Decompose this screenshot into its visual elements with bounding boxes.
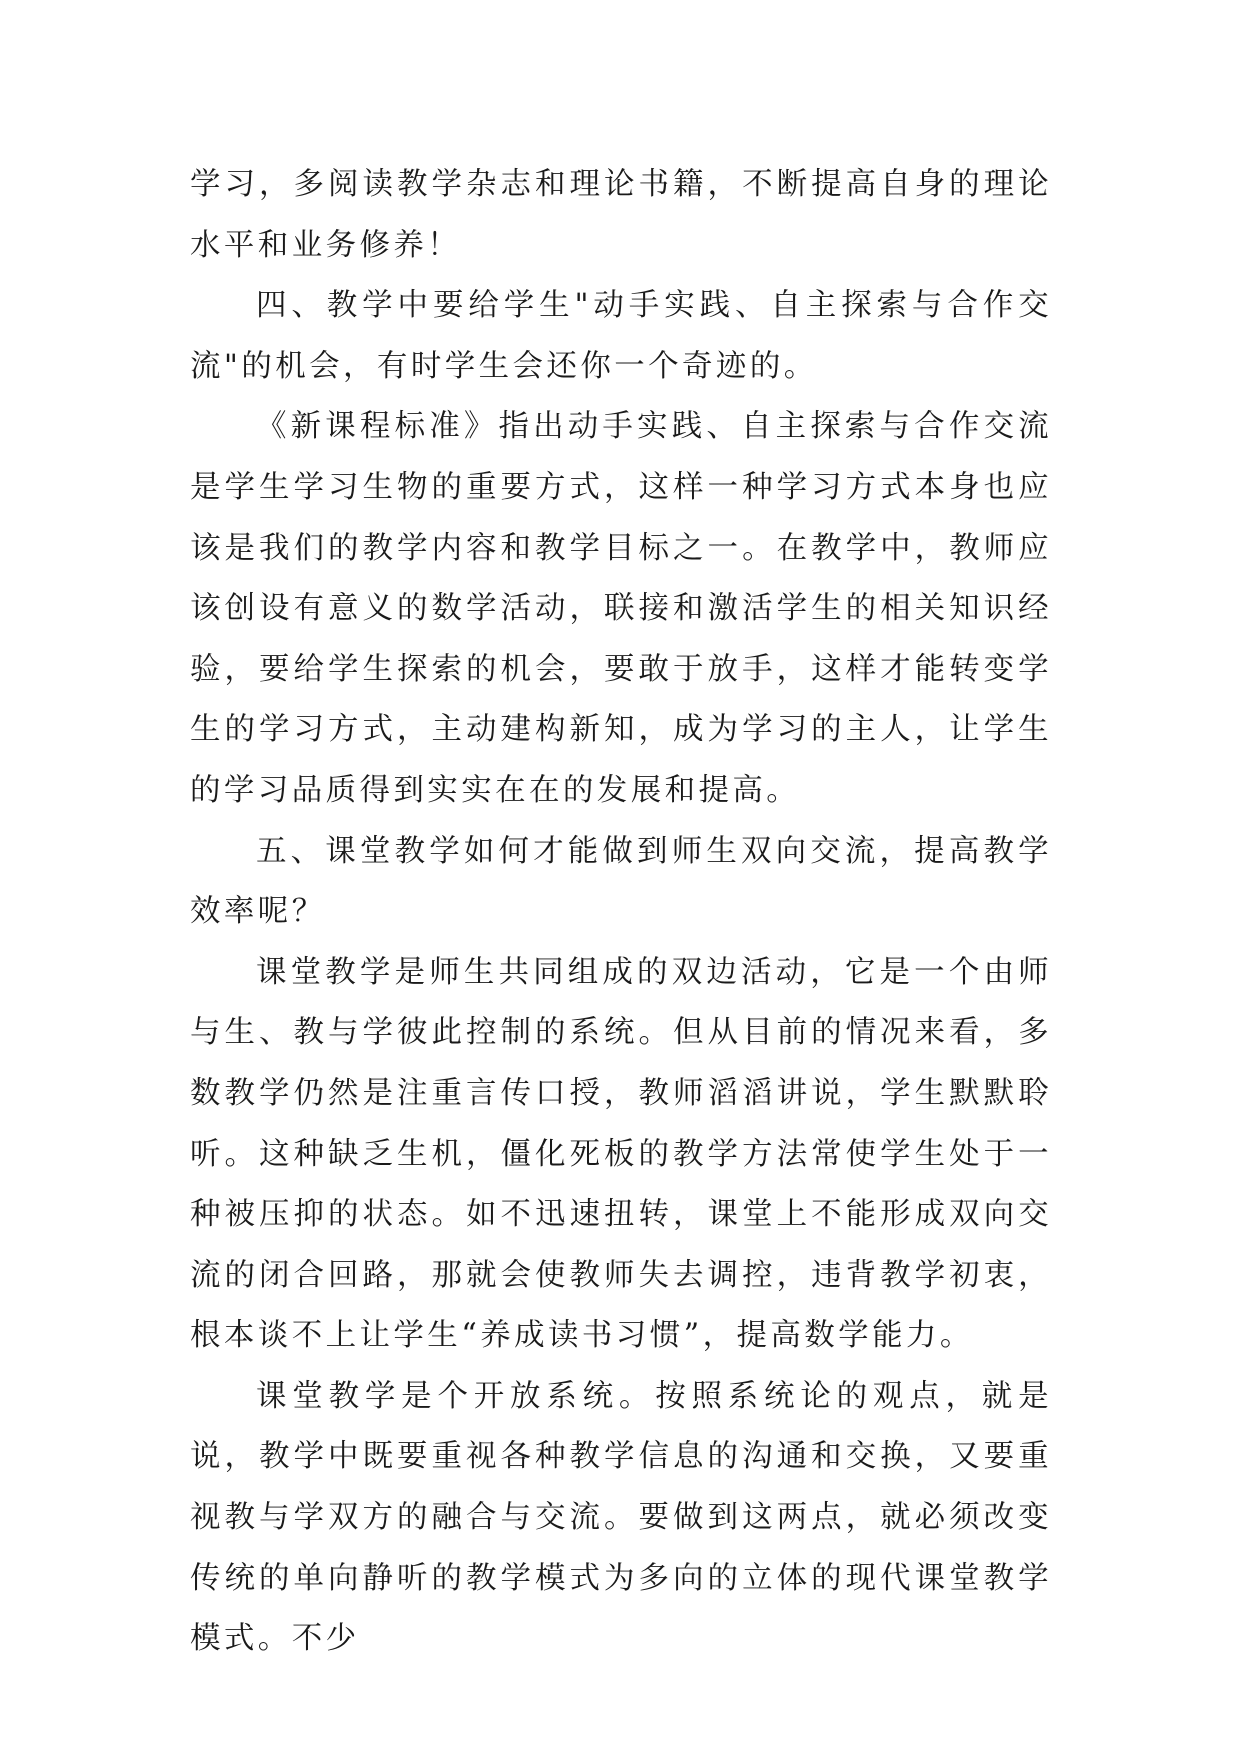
heading-section-five: 五、课堂教学如何才能做到师生双向交流，提高教学效率呢？: [190, 833, 1052, 930]
paragraph-bilateral-activity: 课堂教学是师生共同组成的双边活动，它是一个由师与生、教与学彼此控制的系统。但从目前的情况来看，多数教学仍然是注重言传口授，教师滔滔讲说，学生默默聆听。这种缺乏生机，僵化死板的教学方法常使学生处于一种被压抑的状态。如不迅速扭转，课堂上不能形成双向交流的闭合回路，那就会使教师失去调控，违背教学初衷，根本谈不上让学生“养成读书习惯”，提高数学能力。: [190, 954, 1052, 1354]
document-body: [190, 155, 1052, 1670]
paragraph-open-system: 课堂教学是个开放系统。按照系统论的观点，就是说，教学中既要重视各种教学信息的沟通和交换，又要重视教与学双方的融合与交流。要做到这两点，就必须改变传统的单向静听的教学模式为多向的立体的现代课堂教学模式。不少: [190, 1378, 1052, 1657]
paragraph-new-curriculum: 《新课程标准》指出动手实践、自主探索与合作交流是学生学习生物的重要方式，这样一种学习方式本身也应该是我们的教学内容和教学目标之一。在教学中，教师应该创设有意义的数学活动，联接和激活学生的相关知识经验，要给学生探索的机会，要敢于放手，这样才能转变学生的学习方式，主动建构新知，成为学习的主人，让学生的学习品质得到实实在在的发展和提高。: [190, 409, 1052, 808]
paragraph-continuation: 学习，多阅读教学杂志和理论书籍，不断提高自身的理论水平和业务修养！: [190, 167, 1052, 263]
heading-section-four: 四、教学中要给学生"动手实践、自主探索与合作交流"的机会，有时学生会还你一个奇迹的。: [190, 288, 1052, 384]
